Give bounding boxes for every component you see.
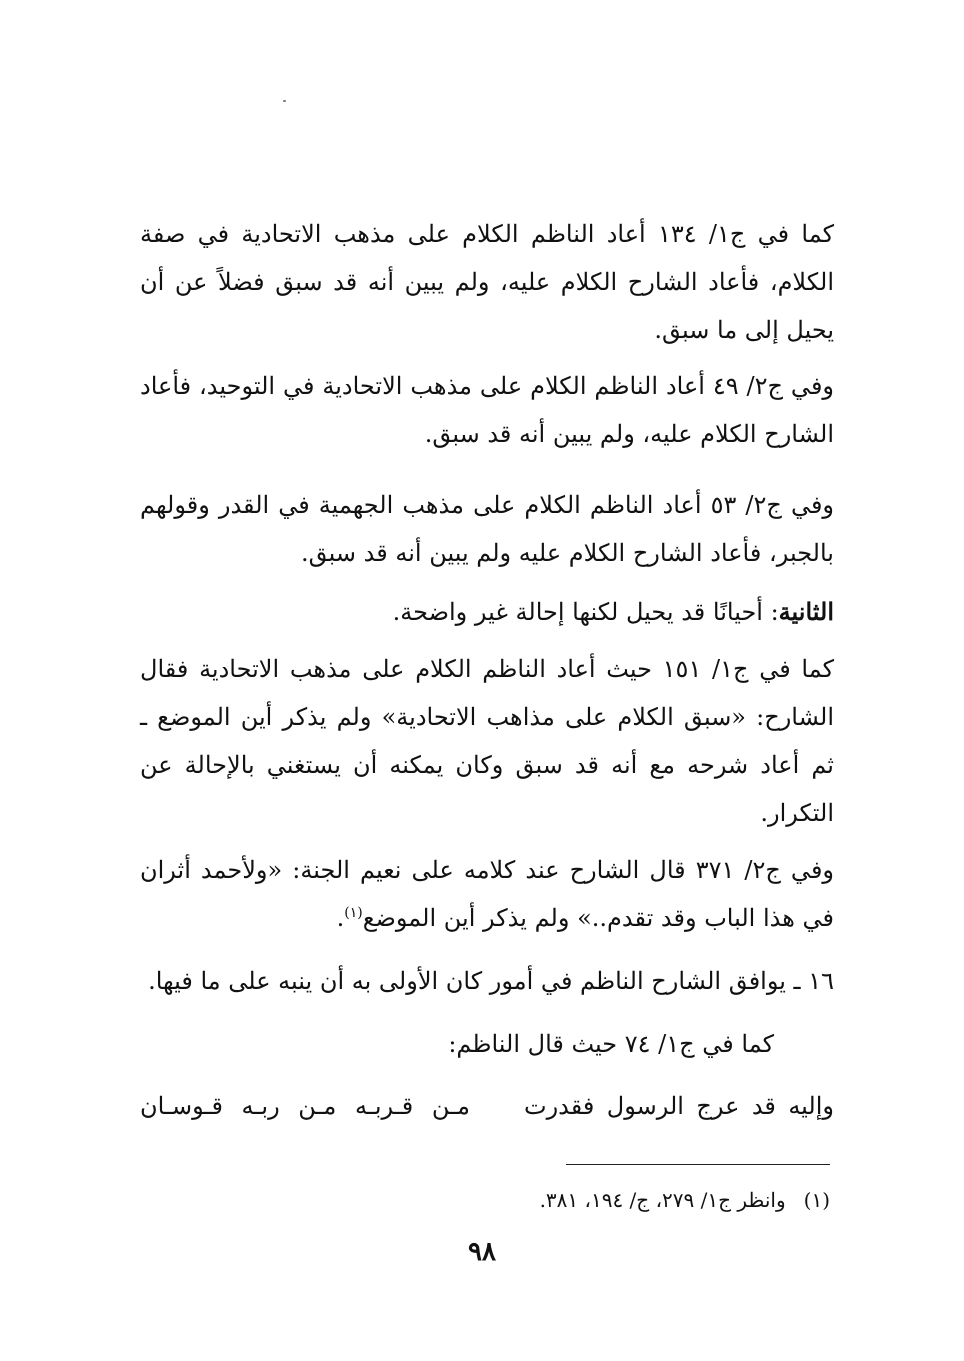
paragraph-8: كما في ج١/ ٧٤ حيث قال الناظم: (448, 1030, 774, 1058)
paragraph-6 (140, 846, 834, 942)
paragraph-7: ١٦ ـ يوافق الشارح الناظم في أمور كان الأولى به أن ينبه على ما فيها. (148, 967, 834, 995)
paragraph-4 (140, 588, 834, 636)
paragraph-5: كما في ج١/ ١٥١ حيث أعاد الناظم الكلام على مذهب الاتحادية فقال الشارح: «سبق الكلام على مذاهب الاتحادية» ولم يذكر أين الموضع ـ ثم أعاد شرحه مع أنه قد سبق وكان يمكنه أن يستغني بالإحالة عن التكرار. (140, 655, 835, 827)
paragraph-6-end: . (336, 904, 345, 932)
paragraph-4-text: : أحيانًا قد يحيل لكنها إحالة غير واضحة. (392, 598, 779, 626)
footnote-separator (566, 1164, 830, 1165)
paragraph-6-text: وفي ج٢/ ٣٧١ قال الشارح عند كلامه على نعيم الجنة: «ولأحمد أثران في هذا الباب وقد تقدم..» ولم يذكر أين الموضع (140, 856, 835, 932)
paragraph-1: كما في ج١/ ١٣٤ أعاد الناظم الكلام على مذهب الاتحادية في صفة الكلام، فأعاد الشارح الكلام عليه، ولم يبين أنه قد سبق فضلاً عن أن يحيل إلى ما سبق. (140, 220, 835, 344)
page-number: ٩٨ (468, 1237, 496, 1267)
poetry-verse (140, 1082, 834, 1130)
verse-second-hemistich: مـن قـربـه مـن ربـه قـوسـان (140, 1092, 470, 1120)
verse-first-hemistich: وإليه قد عرج الرسول فقدرت (524, 1092, 834, 1120)
footnote (300, 1180, 830, 1220)
footnote-marker: (١) (344, 905, 363, 921)
footnote-text: وانظر ج١/ ٢٧٩، ج/ ١٩٤، ٣٨١. (539, 1188, 786, 1212)
footnote-number: (١) (803, 1188, 830, 1212)
scan-speck (283, 100, 286, 102)
paragraph-3: وفي ج٢/ ٥٣ أعاد الناظم الكلام على مذهب الجهمية في القدر وقولهم بالجبر، فأعاد الشارح الكلام عليه ولم يبين أنه قد سبق. (140, 491, 835, 567)
paragraph-2: وفي ج٢/ ٤٩ أعاد الناظم الكلام على مذهب الاتحادية في التوحيد، فأعاد الشارح الكلام عليه، ولم يبين أنه قد سبق. (140, 372, 834, 448)
point-label: الثانية (778, 597, 834, 626)
